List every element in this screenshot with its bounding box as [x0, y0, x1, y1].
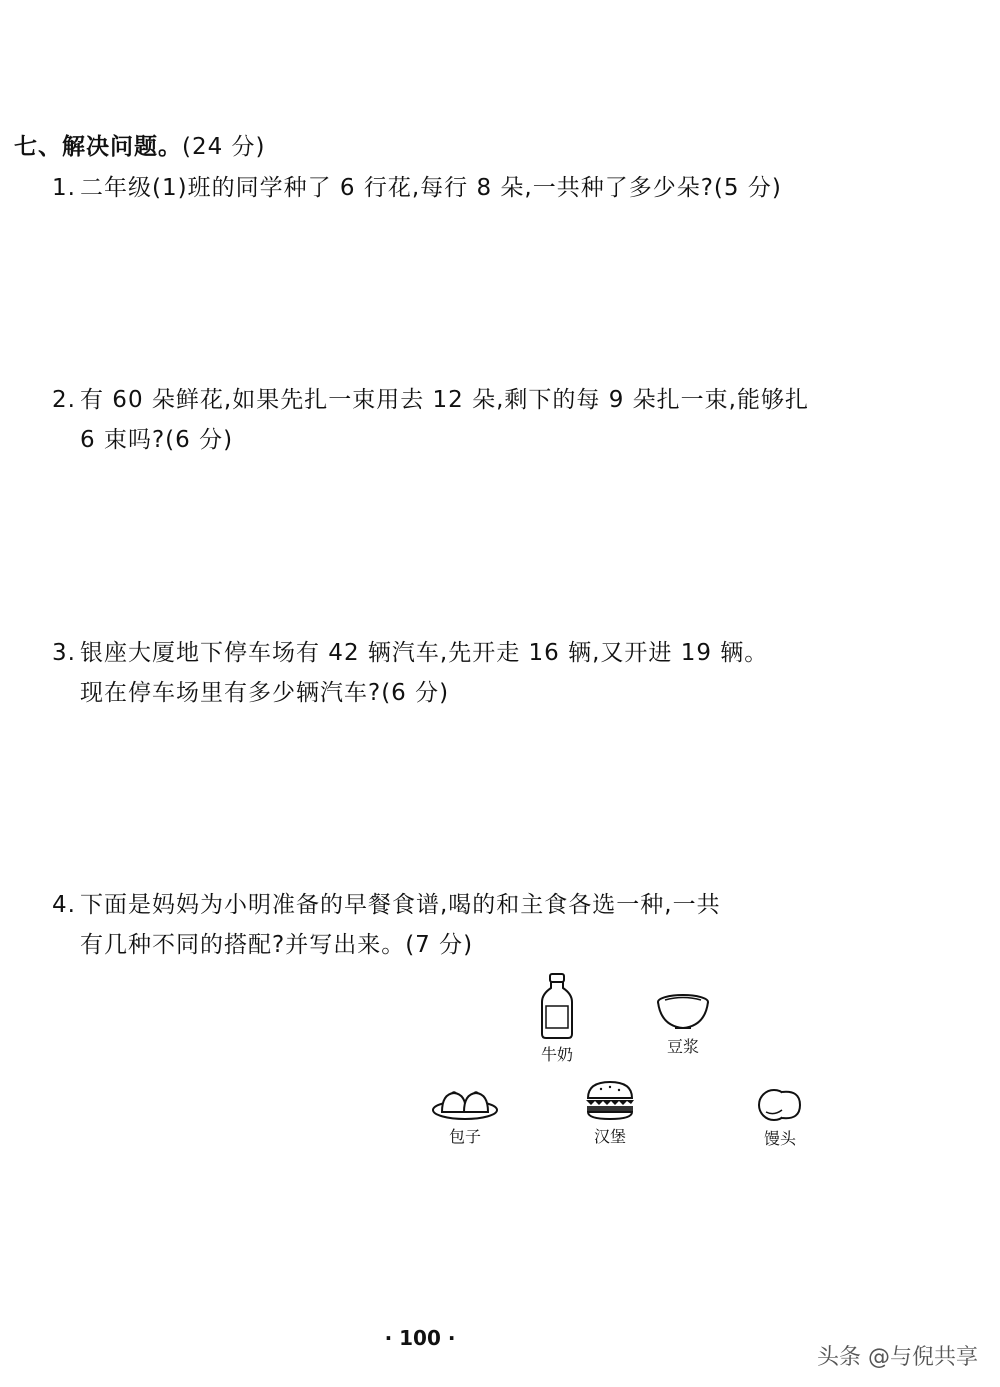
- question-1: [52, 168, 832, 208]
- milk-bottle-icon: [537, 972, 577, 1040]
- question-text-line2: 有几种不同的搭配?并写出来。(7 分): [80, 932, 474, 958]
- food-label: 汉堡: [593, 1127, 626, 1146]
- question-2: [52, 380, 832, 460]
- food-mantou: [725, 1084, 835, 1149]
- watermark: 头条 @与倪共享: [817, 1345, 978, 1370]
- question-text-line1: 二年级(1)班的同学种了 6 行花,每行 8 朵,一共种了多少朵?(5 分): [80, 175, 782, 201]
- question-number: 1.: [52, 175, 76, 201]
- food-label: 豆浆: [666, 1037, 699, 1056]
- question-text-line1: 银座大厦地下停车场有 42 辆汽车,先开走 16 辆,又开进 19 辆。: [80, 640, 769, 666]
- food-soymilk: [628, 992, 738, 1057]
- section-title: [14, 128, 266, 161]
- food-hamburger: [555, 1078, 665, 1147]
- food-label: 馒头: [763, 1129, 796, 1148]
- food-label: 牛奶: [540, 1045, 573, 1064]
- steamed-bread-icon: [752, 1084, 808, 1124]
- section-points: (24 分): [182, 134, 266, 160]
- question-number: 2.: [52, 387, 76, 413]
- question-text-line1: 下面是妈妈为小明准备的早餐食谱,喝的和主食各选一种,一共: [80, 892, 721, 918]
- question-text-line2: 现在停车场里有多少辆汽车?(6 分): [80, 680, 450, 706]
- question-3: [52, 633, 832, 713]
- hamburger-icon: [583, 1078, 637, 1122]
- page-number: · 100 ·: [384, 1326, 456, 1350]
- question-number: 4.: [52, 892, 76, 918]
- question-text-line1: 有 60 朵鲜花,如果先扎一束用去 12 朵,剩下的每 9 朵扎一束,能够扎: [80, 387, 809, 413]
- question-number: 3.: [52, 640, 76, 666]
- question-4: [52, 885, 832, 965]
- food-baozi: [410, 1086, 520, 1147]
- food-label: 包子: [448, 1127, 481, 1146]
- food-milk: [502, 972, 612, 1065]
- section-title-text: 七、解决问题。: [14, 134, 182, 160]
- question-text-line2: 6 束吗?(6 分): [80, 427, 234, 453]
- steamed-buns-icon: [430, 1086, 500, 1122]
- bowl-icon: [655, 992, 711, 1032]
